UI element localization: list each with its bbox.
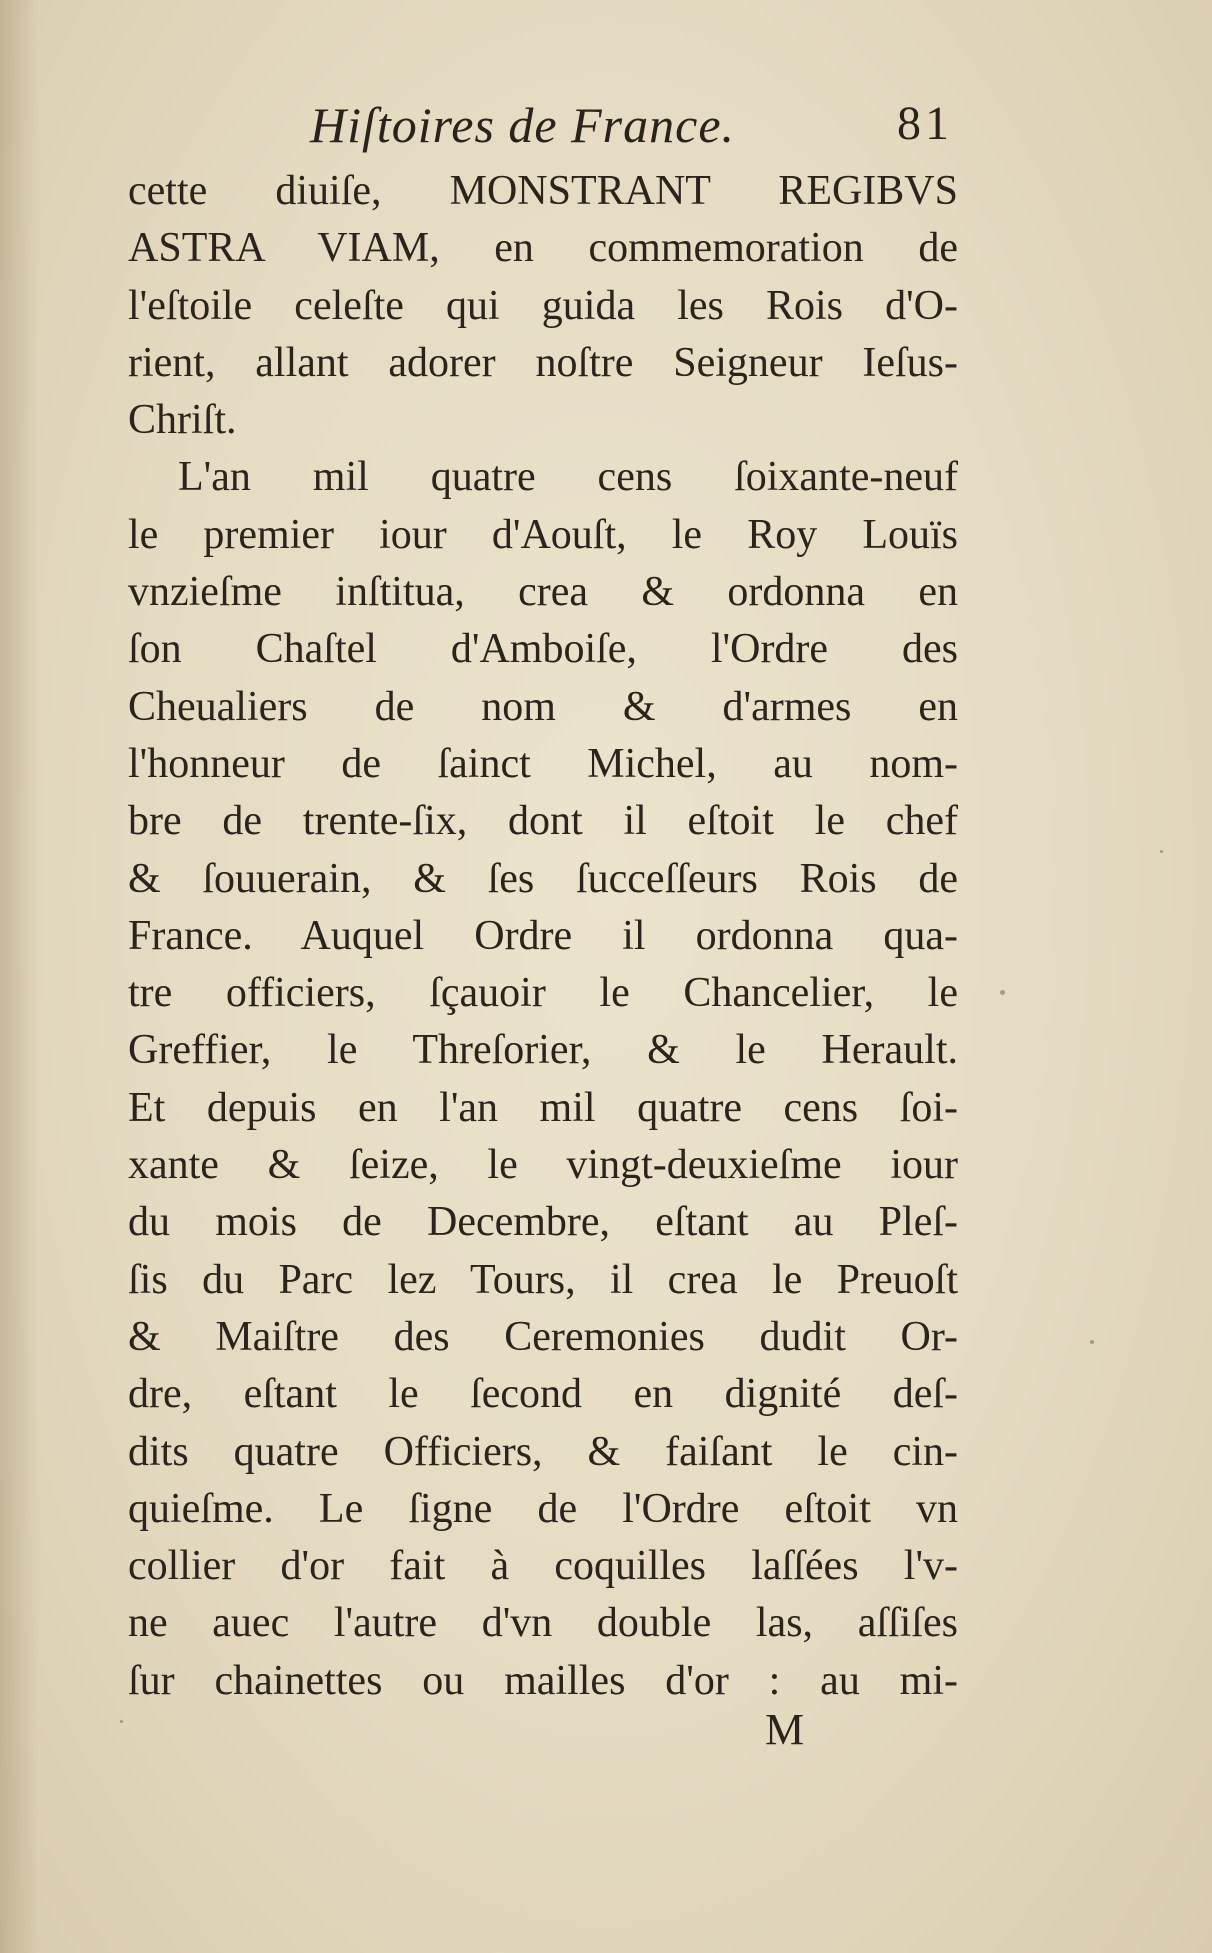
text-line: ſis du Parc lez Tours, il crea le Preuoſt	[128, 1256, 958, 1303]
text-line: dits quatre Officiers, & faiſant le cin-	[128, 1428, 958, 1475]
text-line: xante & ſeize, le vingt-deuxieſme iour	[128, 1142, 958, 1189]
text-line: quieſme. Le ſigne de l'Ordre eſtoit vn	[128, 1485, 958, 1532]
text-line: l'honneur de ſainct Michel, au nom-	[128, 740, 958, 787]
page-number: 81	[897, 97, 953, 150]
text-line: & Maiſtre des Ceremonies dudit Or-	[128, 1313, 958, 1360]
text-line: le premier iour d'Aouſt, le Roy Louïs	[128, 511, 958, 558]
text-line: dre, eſtant le ſecond en dignité deſ-	[128, 1371, 958, 1418]
text-line: Chriſt.	[128, 397, 237, 444]
running-head: Hiſtoires de France.	[310, 97, 736, 153]
text-line: ſon Chaſtel d'Amboiſe, l'Ordre des	[128, 626, 958, 673]
text-line: Et depuis en l'an mil quatre cens ſoi-	[128, 1084, 958, 1131]
text-line: ASTRA VIAM, en commemoration de	[128, 225, 958, 272]
paper-speck	[1090, 1340, 1094, 1344]
paper-speck	[1000, 990, 1005, 995]
text-line: Greffier, le Threſorier, & le Herault.	[128, 1027, 958, 1074]
catchword: M	[765, 1705, 805, 1754]
text-line: collier d'or fait à coquilles laſſées l'v-	[128, 1543, 958, 1590]
text-line: ne auec l'autre d'vn double las, aſſiſes	[128, 1600, 958, 1647]
text-line: rient, allant adorer noſtre Seigneur Ieſus-	[128, 339, 958, 386]
text-line: cette diuiſe, MONSTRANT REGIBVS	[128, 168, 958, 214]
text-line: ſur chainettes ou mailles d'or : au mi-	[128, 1657, 958, 1704]
text-line: Cheualiers de nom & d'armes en	[128, 683, 958, 730]
body-text	[128, 163, 958, 1710]
text-line: & ſouuerain, & ſes ſucceſſeurs Rois de	[128, 855, 958, 902]
page-edge-shadow	[0, 0, 40, 1953]
text-line: tre officiers, ſçauoir le Chancelier, le	[128, 970, 958, 1017]
text-line: du mois de Decembre, eſtant au Pleſ-	[128, 1199, 958, 1246]
paper-speck	[120, 1720, 123, 1723]
text-line: l'eſtoile celeſte qui guida les Rois d'O-	[128, 282, 958, 329]
text-line: L'an mil quatre cens ſoixante-neuf	[178, 454, 958, 501]
text-line: vnzieſme inſtitua, crea & ordonna en	[128, 569, 958, 616]
paper-speck	[1160, 850, 1163, 853]
text-line: bre de trente-ſix, dont il eſtoit le chef	[128, 798, 958, 845]
text-line: France. Auquel Ordre il ordonna qua-	[128, 912, 958, 959]
